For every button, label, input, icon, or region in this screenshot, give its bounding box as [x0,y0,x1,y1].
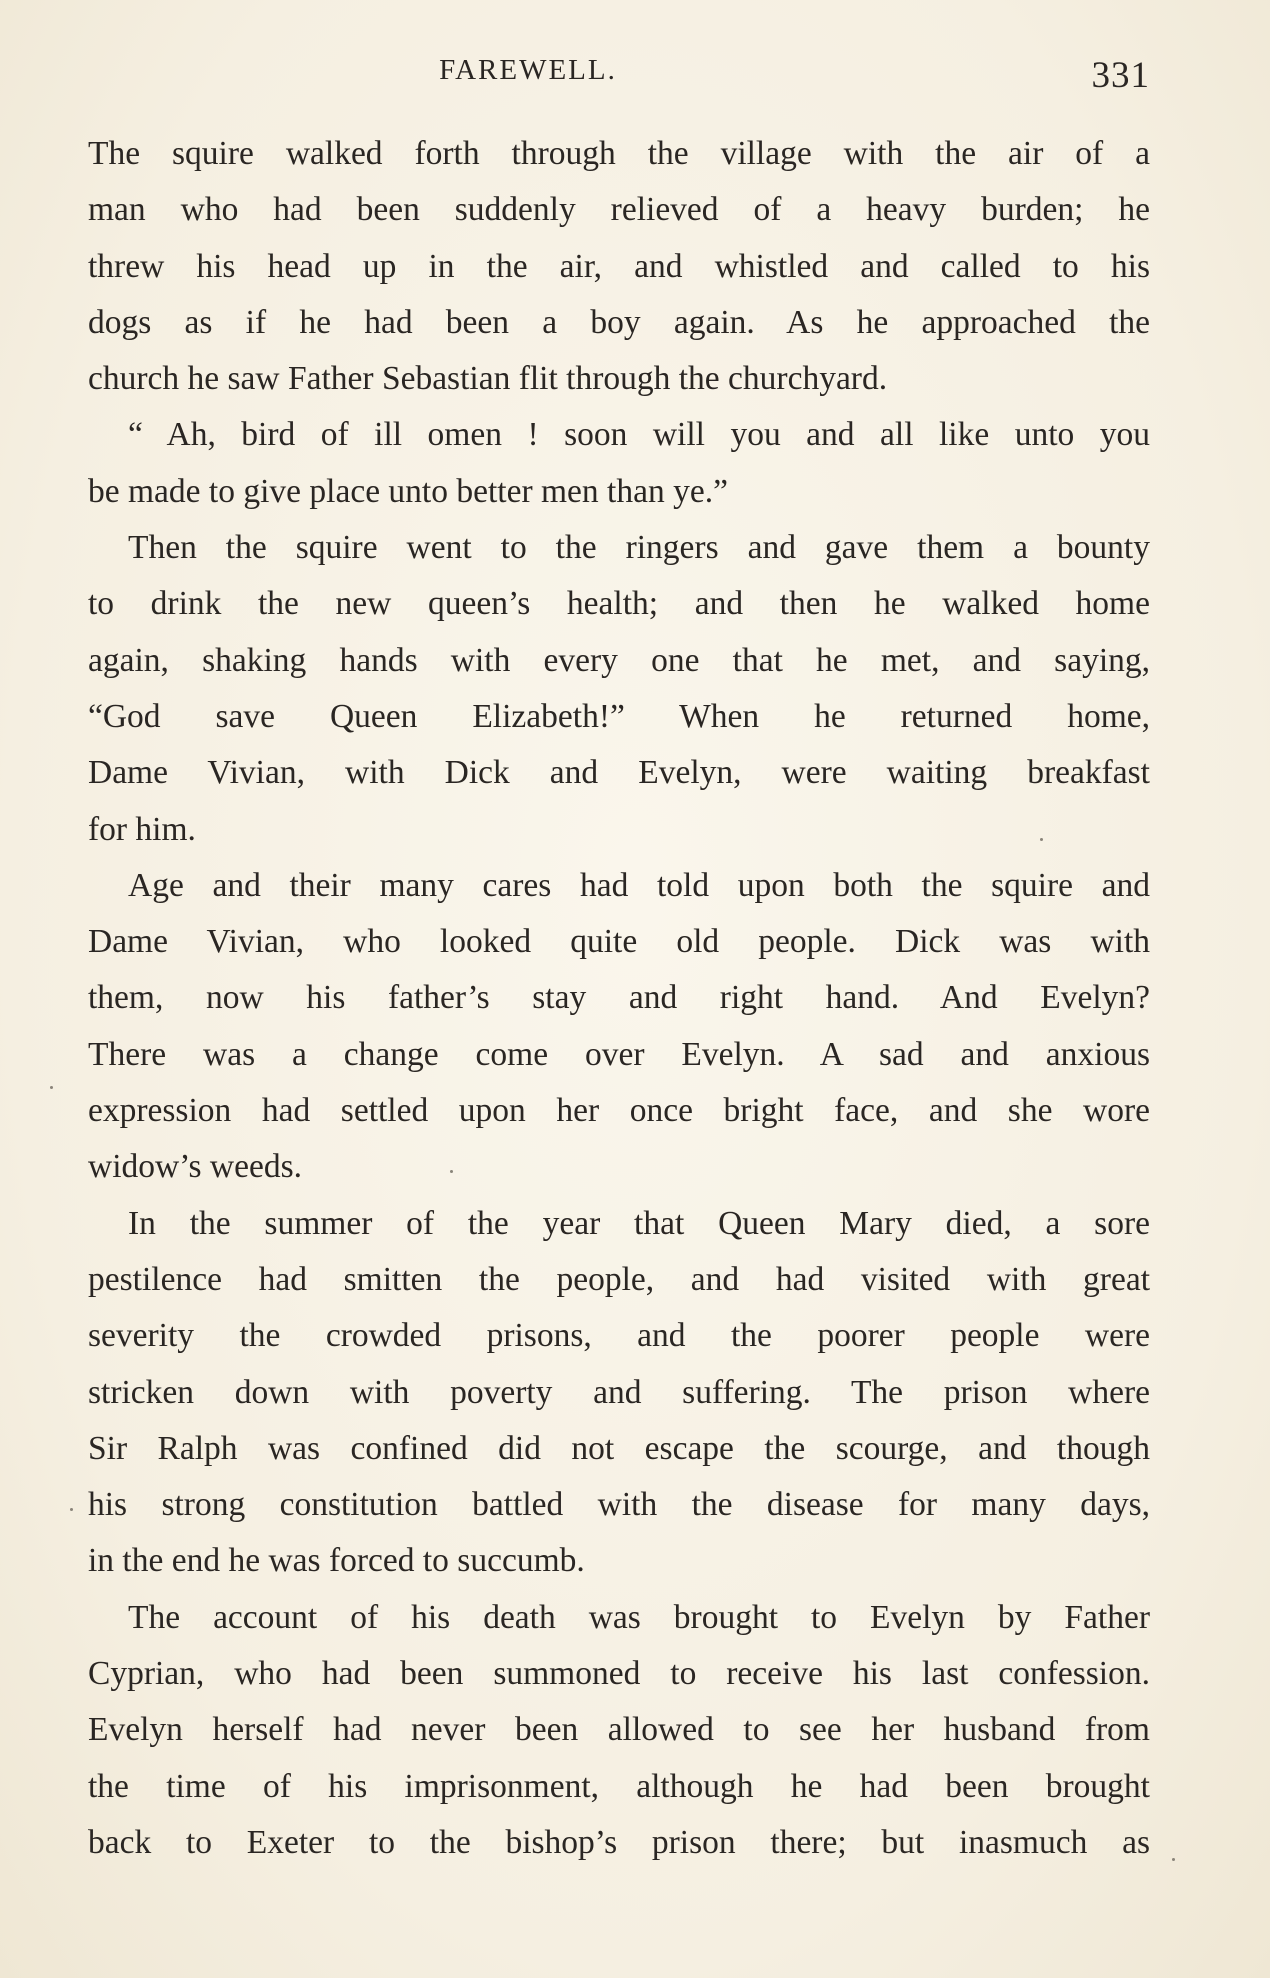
text-line: Cyprian, who had been summoned to receive his last confession. [88,1655,1150,1693]
text-line: be made to give place unto better men than ye.” [88,472,728,510]
text-line: dogs as if he had been a boy again. As he approached the [88,303,1150,341]
text-line: Dame Vivian, who looked quite old people. Dick was with [88,923,1150,961]
paper-speck [1172,1858,1175,1861]
text-line: to drink the new queen’s health; and then he walked home [88,585,1150,623]
text-line: for him. [88,810,196,848]
text-line: widow’s weeds. [88,1148,303,1186]
paper-speck [450,1170,453,1173]
text-line: “God save Queen Elizabeth!” When he returned home, [88,697,1150,735]
paper-speck [70,1508,73,1511]
text-line: the time of his imprisonment, although he had been brought [88,1767,1150,1805]
text-line: back to Exeter to the bishop’s prison there; but inasmuch as [88,1823,1150,1861]
text-line: Sir Ralph was confined did not escape the scourge, and though [88,1429,1150,1467]
text-line: severity the crowded prisons, and the poorer people were [88,1317,1150,1355]
paper-speck [50,1086,53,1089]
text-line: stricken down with poverty and suffering. The prison where [88,1373,1150,1411]
running-title: FAREWELL. [439,54,617,86]
text-line: again, shaking hands with every one that he met, and saying, [88,641,1150,679]
text-line: in the end he was forced to succumb. [88,1542,585,1580]
text-line: his strong constitution battled with the disease for many days, [88,1486,1150,1524]
text-line: There was a change come over Evelyn. A sad and anxious [88,1035,1150,1073]
text-line: Then the squire went to the ringers and gave them a bounty [128,529,1150,567]
text-line: The account of his death was brought to Evelyn by Father [128,1598,1150,1636]
text-line: man who had been suddenly relieved of a heavy burden; he [88,191,1150,229]
text-line: them, now his father’s stay and right hand. And Evelyn? [88,979,1150,1017]
text-line: church he saw Father Sebastian flit through the churchyard. [88,360,888,398]
text-line: Evelyn herself had never been allowed to see her husband from [88,1711,1150,1749]
text-line: Dame Vivian, with Dick and Evelyn, were waiting breakfast [88,754,1150,792]
text-line: The squire walked forth through the village with the air of a [88,135,1150,172]
text-line: In the summer of the year that Queen Mary died, a sore [128,1204,1150,1242]
running-head [88,48,1150,98]
text-line: threw his head up in the air, and whistled and called to his [88,247,1150,285]
paper-speck [1040,838,1043,841]
page-number: 331 [1091,55,1150,96]
text-line: expression had settled upon her once bright face, and she wore [88,1092,1150,1130]
text-line: pestilence had smitten the people, and had visited with great [88,1260,1150,1298]
text-line: “ Ah, bird of ill omen ! soon will you and all like unto you [128,416,1150,454]
text-line: Age and their many cares had told upon both the squire and [128,866,1150,904]
body-text [88,126,1150,1871]
